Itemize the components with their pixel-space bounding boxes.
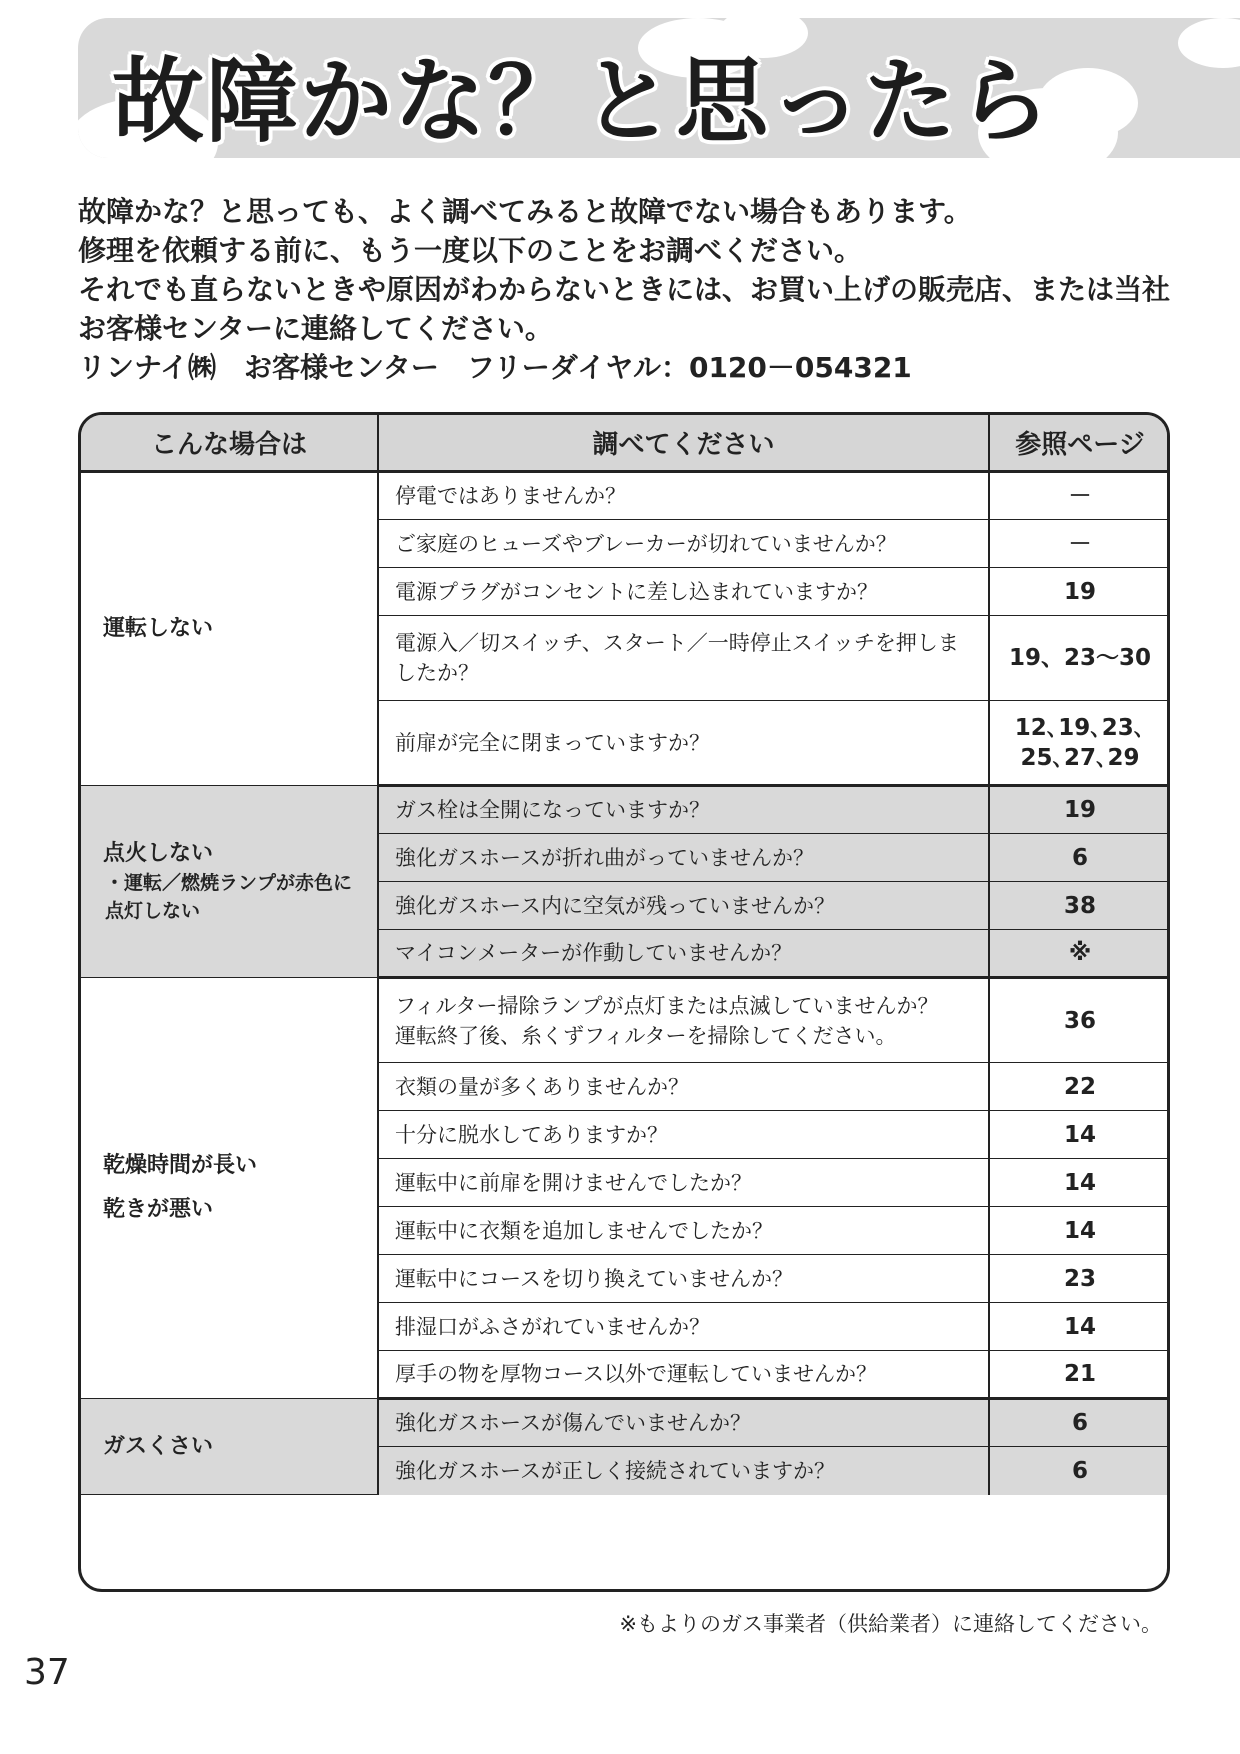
- footnote: ※もよりのガス事業者（供給業者）に連絡してください。: [619, 1612, 1162, 1636]
- intro-line: それでも直らないときや原因がわからないときには、お買い上げの販売店、または当社: [78, 273, 1171, 306]
- contact-line: リンナイ㈱ お客様センター フリーダイヤル：0120－054321: [78, 351, 912, 384]
- reference-page-cell: 14: [989, 1207, 1170, 1255]
- header-reference-page: 参照ページ: [989, 415, 1170, 472]
- intro-line: お客様センターに連絡してください。: [78, 312, 553, 345]
- check-text: フィルター掃除ランプが点灯または点滅していませんか？: [395, 993, 939, 1018]
- check-cell: 電源プラグがコンセントに差し込まれていますか？: [378, 568, 989, 616]
- table-row: [81, 472, 1170, 520]
- page-number: 37: [24, 1652, 70, 1693]
- reference-page-cell: 6: [989, 1447, 1170, 1495]
- cloud-decoration: [1178, 18, 1240, 68]
- reference-page-cell: ※: [989, 930, 1170, 978]
- check-cell: 排湿口がふさがれていませんか？: [378, 1303, 989, 1351]
- check-cell: 強化ガスホース内に空気が残っていませんか？: [378, 882, 989, 930]
- case-label: ガスくさい: [103, 1433, 214, 1459]
- intro-text: [78, 192, 1178, 387]
- check-cell: ご家庭のヒューズやブレーカーが切れていませんか？: [378, 520, 989, 568]
- reference-page-cell: 23: [989, 1255, 1170, 1303]
- table-row: [81, 786, 1170, 834]
- reference-page-cell: 22: [989, 1063, 1170, 1111]
- case-label: 点火しない: [103, 840, 214, 866]
- title-banner: [78, 18, 1240, 158]
- check-cell: [378, 978, 989, 1063]
- case-cell: [81, 786, 378, 978]
- check-cell: 強化ガスホースが折れ曲がっていませんか？: [378, 834, 989, 882]
- case-label-line2: 乾きが悪い: [103, 1197, 214, 1222]
- reference-page-cell: 14: [989, 1159, 1170, 1207]
- header-case: こんな場合は: [81, 415, 378, 472]
- reference-page-cell: －: [989, 520, 1170, 568]
- check-cell: 運転中に衣類を追加しませんでしたか？: [378, 1207, 989, 1255]
- check-cell: 強化ガスホースが正しく接続されていますか？: [378, 1447, 989, 1495]
- reference-page-cell: 6: [989, 1399, 1170, 1447]
- check-cell: 運転中にコースを切り換えていませんか？: [378, 1255, 989, 1303]
- table-row: [81, 978, 1170, 1063]
- reference-page-cell: 21: [989, 1351, 1170, 1399]
- table-header-row: [81, 415, 1170, 472]
- check-cell: 強化ガスホースが傷んでいませんか？: [378, 1399, 989, 1447]
- check-cell: 衣類の量が多くありませんか？: [378, 1063, 989, 1111]
- check-cell: 厚手の物を厚物コース以外で運転していませんか？: [378, 1351, 989, 1399]
- intro-line: 修理を依頼する前に、もう一度以下のことをお調べください。: [78, 234, 863, 267]
- check-cell: マイコンメーターが作動していませんか？: [378, 930, 989, 978]
- reference-page-cell: 38: [989, 882, 1170, 930]
- reference-page-cell: 36: [989, 978, 1170, 1063]
- check-text-line2: 運転終了後、糸くずフィルターを掃除してください。: [395, 1023, 897, 1048]
- reference-page-cell: 19: [989, 786, 1170, 834]
- check-cell: 前扉が完全に閉まっていますか？: [378, 701, 989, 786]
- case-label: 運転しない: [103, 616, 214, 641]
- header-check: 調べてください: [378, 415, 989, 472]
- page-title: 故障かな？と思ったら: [112, 48, 1053, 155]
- case-sub-label: ・運転／燃焼ランプが赤色に 点灯しない: [105, 871, 372, 922]
- reference-page-cell: 14: [989, 1303, 1170, 1351]
- case-cell: [81, 1399, 378, 1495]
- check-cell: ガス栓は全開になっていますか？: [378, 786, 989, 834]
- troubleshooting-table: [78, 412, 1170, 1592]
- case-label: 乾燥時間が長い: [103, 1153, 258, 1178]
- reference-page-cell: 12､19､23､25､27､29: [989, 701, 1170, 786]
- table-row: [81, 1399, 1170, 1447]
- case-cell: [81, 472, 378, 786]
- reference-page-cell: 19: [989, 568, 1170, 616]
- check-cell: 十分に脱水してありますか？: [378, 1111, 989, 1159]
- reference-page-cell: 14: [989, 1111, 1170, 1159]
- reference-page-cell: 6: [989, 834, 1170, 882]
- check-cell: 電源入／切スイッチ、スタート／一時停止スイッチを押しましたか？: [378, 616, 989, 701]
- intro-line: 故障かな？と思っても、よく調べてみると故障でない場合もあります。: [78, 195, 972, 228]
- check-cell: 運転中に前扉を開けませんでしたか？: [378, 1159, 989, 1207]
- reference-page-cell: 19、23～30: [989, 616, 1170, 701]
- case-cell: [81, 978, 378, 1399]
- cloud-decoration: [1038, 68, 1138, 138]
- check-cell: 停電ではありませんか？: [378, 472, 989, 520]
- reference-page-cell: －: [989, 472, 1170, 520]
